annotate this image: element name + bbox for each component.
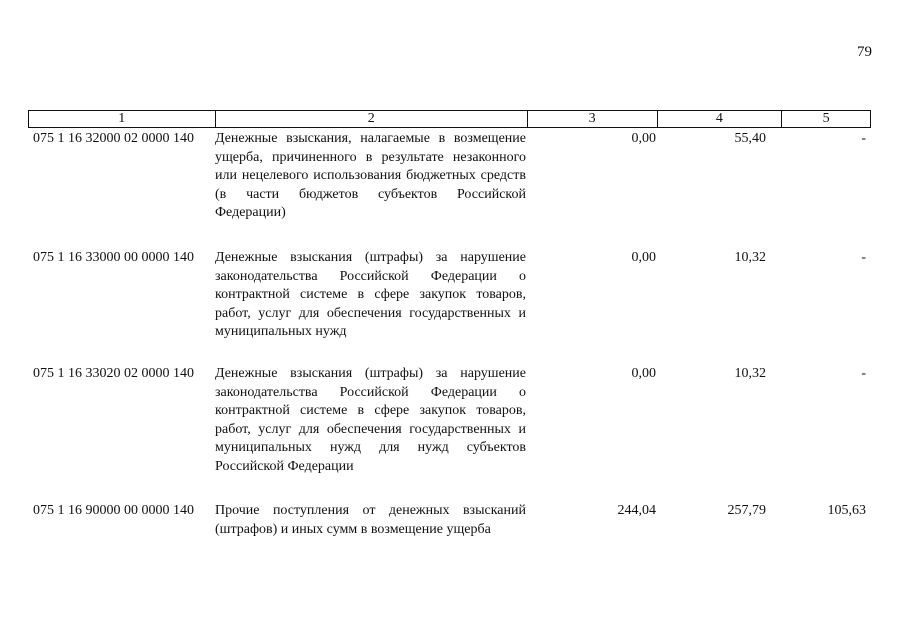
row-value-col4: 257,79 <box>727 503 766 518</box>
row-code: 075 1 16 33000 00 0000 140 <box>33 250 194 265</box>
row-code: 075 1 16 33020 02 0000 140 <box>33 366 194 381</box>
revenue-table <box>28 110 871 537</box>
row-description: Прочие поступления от денежных взысканий (штрафов) и иных сумм в возмещение ущерба <box>215 503 526 537</box>
row-description: Денежные взыскания (штрафы) за нарушение законодательства Российской Федерации о контрактной системе в сфере закупок товаров, работ, услуг для обеспечения государственных и муниципальных нужд для нужд субъектов Российской Федерации <box>215 366 526 474</box>
header-col-3: 3 <box>528 111 658 127</box>
page-number: 79 <box>857 44 872 60</box>
row-value-col5: - <box>861 366 866 381</box>
row-value-col3: 0,00 <box>631 366 656 381</box>
row-code: 075 1 16 90000 00 0000 140 <box>33 503 194 518</box>
row-value-col3: 244,04 <box>617 503 656 518</box>
row-value-col4: 10,32 <box>734 366 766 381</box>
row-value-col5: 105,63 <box>827 503 866 518</box>
row-value-col4: 55,40 <box>734 131 766 146</box>
row-code: 075 1 16 32000 02 0000 140 <box>33 131 194 146</box>
row-value-col5: - <box>861 250 866 265</box>
row-value-col3: 0,00 <box>631 131 656 146</box>
row-value-col3: 0,00 <box>631 250 656 265</box>
header-col-5: 5 <box>822 111 830 126</box>
row-value-col5: - <box>861 131 866 146</box>
header-col-2: 2 <box>216 111 528 127</box>
row-value-col4: 10,32 <box>734 250 766 265</box>
row-description: Денежные взыскания, налагаемые в возмещение ущерба, причиненного в результате незаконного или нецелевого использования бюджетных средств (в части бюджетов субъектов Российской Федерации) <box>215 131 526 220</box>
header-col-1: 1 <box>29 111 216 127</box>
row-description: Денежные взыскания (штрафы) за нарушение законодательства Российской Федерации о контрактной системе в сфере закупок товаров, работ, услуг для обеспечения государственных и муниципальных нужд <box>215 250 526 339</box>
table-header-row <box>28 110 871 128</box>
header-col-4: 4 <box>658 111 783 127</box>
